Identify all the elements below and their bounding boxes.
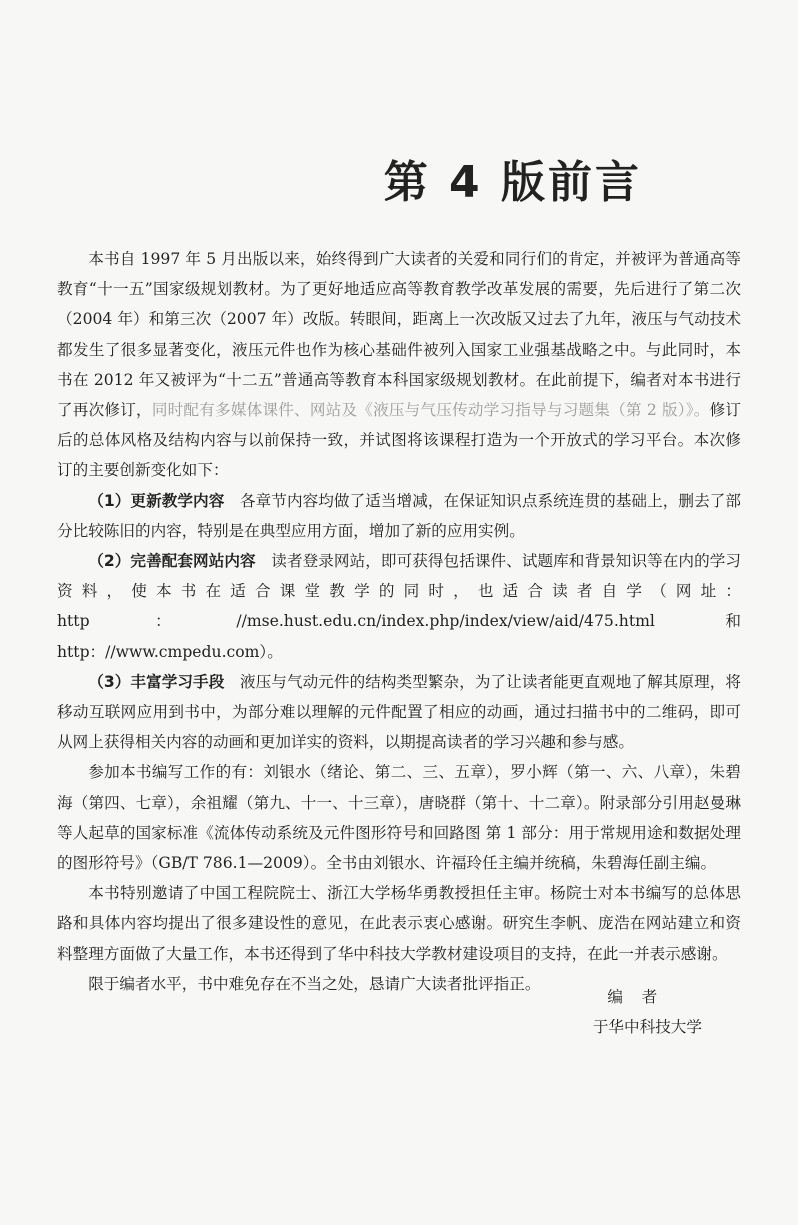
item-3-text: 液压与气动元件的结构类型繁杂，为了让读者能更直观地了解其原理，将移动互联网应用到书中，为部分难以理解的元件配置了相应的动画，通过扫描书中的二维码，即可从网上获得相关内容的动画和更加详实的资料，以期提高读者的学习兴趣和参与感。 — [57, 672, 741, 752]
intro-text-faded: 同时配有多媒体课件、网站及《液压与气压传动学习指导与习题集（第 2 版）》。 — [151, 401, 710, 420]
paragraph-item-2 — [57, 546, 741, 667]
paragraph-item-3 — [57, 667, 741, 758]
paragraph-closing: 限于编者水平，书中难免存在不当之处，恳请广大读者批评指正。 — [88, 974, 541, 993]
paragraph-authors: 参加本书编写工作的有：刘银水（绪论、第二、三、五章），罗小辉（第一、六、八章），朱碧海（第四、七章），余祖耀（第九、十一、十三章），唐晓群（第十、十二章）。附录部分引用赵曼琳等人起草的国家标准《流体传动系统及元件图形符号和回路图 第 1 部分：用于常规用途和数据处理的图形符号》（GB/T 786.1—2009）。全书由刘银水、许福玲任主编并统稿，朱碧海任副主编。 — [57, 763, 741, 873]
page-title: 第 4 版前言 — [383, 157, 642, 208]
item-1-heading: （1）更新教学内容 — [88, 491, 225, 510]
item-3-heading: （3）丰富学习手段 — [88, 672, 225, 691]
paragraph-thanks: 本书特别邀请了中国工程院院士、浙江大学杨华勇教授担任主审。杨院士对本书编写的总体思路和具体内容均提出了很多建设性的意见，在此表示衷心感谢。研究生李帆、庞浩在网站建立和资料整理方面做了大量工作，本书还得到了华中科技大学教材建设项目的支持，在此一并表示感谢。 — [57, 884, 741, 963]
item-2-heading: （2）完善配套网站内容 — [88, 552, 256, 571]
intro-text-a: 本书自 1997 年 5 月出版以来，始终得到广大读者的关爱和同行们的肯定，并被评为普通高等教育“十一五”国家级规划教材。为了更好地适应高等教育教学改革发展的需要，先后进行了第二次（2004 年）和第三次（2007 年）改版。转眼间，距离上一次改版又过去了九年，液压与气动技术都发生了很多显著变化，液压元件也作为核心基础件被列入国家工业强基战略之中。与此同时，本书在 2012 年又被评为“十二五”普通高等教育本科国家级规划教材。在此前提下，编者对本书进行了再次修订， — [57, 250, 741, 420]
signature-author: 编者 — [607, 988, 676, 1006]
paragraph-item-1 — [57, 486, 741, 546]
paragraph-intro — [57, 244, 741, 486]
signature-place: 于华中科技大学 — [592, 1018, 702, 1036]
item-2-text: 读者登录网站，即可获得包括课件、试题库和背景知识等在内的学习资料，使本书在适合课堂教学的同时，也适合读者自学（网址：http：//mse.hust.edu.cn/index.php/index/view/aid/475.html 和 http：//www.cmpedu.com）。 — [57, 552, 741, 661]
item-1-text: 各章节内容均做了适当增减，在保证知识点系统连贯的基础上，删去了部分比较陈旧的内容，特别是在典型应用方面，增加了新的应用实例。 — [57, 491, 741, 540]
intro-text-c: 修订后的总体风格及结构内容与以前保持一致，并试图将该课程打造为一个开放式的学习平台。本次修订的主要创新变化如下： — [57, 401, 741, 480]
preface-body — [57, 244, 741, 999]
